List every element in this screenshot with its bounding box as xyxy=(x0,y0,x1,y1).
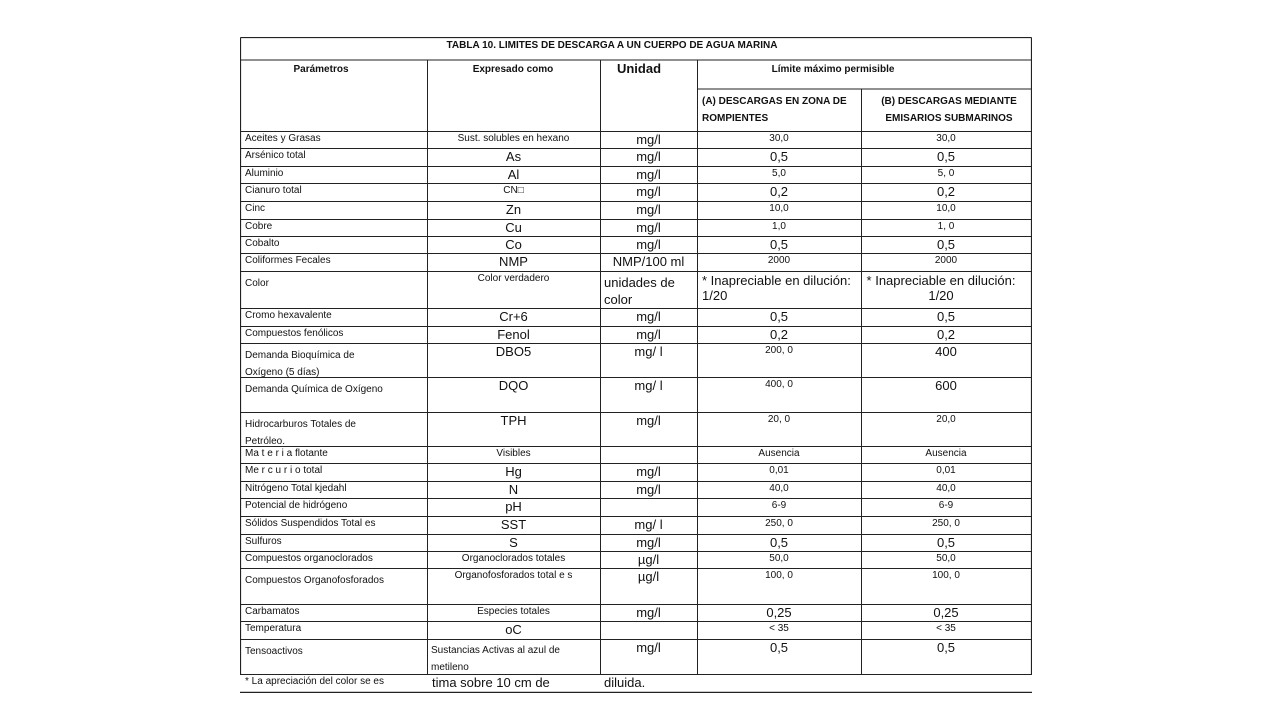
row-limit-a: 30,0 xyxy=(769,133,789,144)
row-param: Cobre xyxy=(245,221,273,232)
row-limit-a: < 35 xyxy=(769,623,789,634)
row-limit-b: 0,2 xyxy=(936,184,956,199)
header-zona-b: (B) DESCARGAS MEDIANTE EMISARIOS SUBMARINOS xyxy=(881,96,1017,124)
row-expr: DQO xyxy=(498,378,529,393)
row-limit-b: 5, 0 xyxy=(937,168,955,179)
footnote-cont: tima sobre 10 cm de xyxy=(432,675,550,690)
row-param: Carbamatos xyxy=(245,606,300,617)
row-expr: TPH xyxy=(500,413,527,428)
row-expr: Visibles xyxy=(496,448,531,459)
row-param: Aluminio xyxy=(245,168,284,179)
row-limit-a: 40,0 xyxy=(769,483,789,494)
row-unit: mg/l xyxy=(636,184,661,199)
row-limit-a: 10,0 xyxy=(769,203,789,214)
row-expr: Organofosforados total e s xyxy=(454,570,573,581)
row-expr: Sustancias Activas al azul de metileno xyxy=(431,645,560,673)
row-expr: pH xyxy=(505,499,522,514)
row-expr: N xyxy=(508,482,519,497)
row-unit: mg/l xyxy=(636,413,661,428)
row-unit: mg/l xyxy=(636,202,661,217)
row-unit: mg/l xyxy=(636,309,661,324)
row-param: Temperatura xyxy=(245,623,302,634)
row-unit: unidades de color xyxy=(604,275,675,307)
row-limit-a: 0,2 xyxy=(769,327,789,342)
row-unit: mg/ l xyxy=(634,378,663,393)
row-limit-a: 200, 0 xyxy=(765,345,793,356)
header-limite: Límite máximo permisible xyxy=(771,64,895,75)
row-limit-b: 250, 0 xyxy=(932,518,960,529)
row-expr: oC xyxy=(505,622,522,637)
row-limit-a: 250, 0 xyxy=(765,518,793,529)
row-expr: NMP xyxy=(499,254,528,269)
row-limit-b: 0,5 xyxy=(936,535,956,550)
row-limit-b: 40,0 xyxy=(936,483,956,494)
row-limit-b: 50,0 xyxy=(936,553,956,564)
row-expr: Al xyxy=(507,167,520,182)
table-title: TABLA 10. LIMITES DE DESCARGA A UN CUERPO DE AGUA MARINA xyxy=(446,40,778,51)
row-param: Color xyxy=(245,278,269,289)
row-limit-b: 600 xyxy=(935,378,957,393)
row-limit-a: 0,5 xyxy=(769,309,789,324)
row-param: Coliformes Fecales xyxy=(245,255,331,266)
row-limit-a: 0,5 xyxy=(769,535,789,550)
row-expr: Fenol xyxy=(497,327,530,342)
row-expr: Cu xyxy=(505,220,522,235)
row-unit: mg/l xyxy=(636,535,661,550)
footnote-end: diluida. xyxy=(604,675,646,690)
header-expresado: Expresado como xyxy=(472,64,554,75)
row-limit-b: Ausencia xyxy=(925,448,967,459)
row-limit-a: 0,5 xyxy=(769,640,789,655)
row-param: Cinc xyxy=(245,203,266,214)
row-expr: Especies totales xyxy=(477,606,550,617)
row-param: Me r c u r i o total xyxy=(245,465,323,476)
row-limit-a: 400, 0 xyxy=(765,379,793,390)
row-expr: Organoclorados totales xyxy=(461,553,566,564)
row-param: Demanda Bioquímica de Oxígeno (5 días) xyxy=(245,350,355,378)
row-unit: mg/l xyxy=(636,605,661,620)
row-param: Demanda Química de Oxígeno xyxy=(245,384,383,395)
row-limit-a: 0,5 xyxy=(769,149,789,164)
row-limit-b: 0,5 xyxy=(936,640,956,655)
row-expr: S xyxy=(509,535,518,550)
header-zona-a: (A) DESCARGAS EN ZONA DE ROMPIENTES xyxy=(702,96,847,124)
row-limit-a: 2000 xyxy=(767,255,791,266)
row-param: Compuestos Organofosforados xyxy=(245,575,384,586)
row-limit-b: 400 xyxy=(935,344,957,359)
row-param: Ma t e r i a flotante xyxy=(245,448,328,459)
row-limit-a: 0,2 xyxy=(769,184,789,199)
row-limit-a: 0,25 xyxy=(766,605,792,620)
row-limit-b: < 35 xyxy=(936,623,956,634)
row-expr: As xyxy=(505,149,522,164)
row-param: Hidrocarburos Totales de Petróleo. xyxy=(245,419,356,447)
regulation-table xyxy=(240,37,1032,693)
row-limit-b: 30,0 xyxy=(936,133,956,144)
row-limit-b: * Inapreciable en dilución: 1/20 xyxy=(866,273,1016,303)
header-parametros: Parámetros xyxy=(293,64,349,75)
row-param: Arsénico total xyxy=(245,150,306,161)
row-expr: SST xyxy=(500,517,527,532)
row-limit-a: 50,0 xyxy=(769,553,789,564)
row-limit-b: 0,5 xyxy=(936,237,956,252)
row-limit-b: 2000 xyxy=(934,255,958,266)
row-param: Cianuro total xyxy=(245,185,302,196)
row-unit: mg/ l xyxy=(634,344,663,359)
row-expr: Hg xyxy=(505,464,522,479)
row-param: Potencial de hidrógeno xyxy=(245,500,348,511)
row-expr: Sust. solubles en hexano xyxy=(457,133,570,144)
row-unit: mg/l xyxy=(636,237,661,252)
row-limit-a: Ausencia xyxy=(758,448,800,459)
row-expr: Co xyxy=(505,237,522,252)
row-limit-b: 20,0 xyxy=(936,414,956,425)
row-param: Tensoactivos xyxy=(245,646,303,657)
row-param: Aceites y Grasas xyxy=(245,133,321,144)
row-expr: CN□ xyxy=(503,185,524,196)
row-limit-b: 0,01 xyxy=(936,465,956,476)
row-unit: mg/l xyxy=(636,464,661,479)
row-expr: Color verdadero xyxy=(477,273,550,284)
row-param: Nitrógeno Total kjedahl xyxy=(245,483,347,494)
row-param: Cobalto xyxy=(245,238,280,249)
row-limit-a: 5,0 xyxy=(772,168,786,179)
row-unit: mg/l xyxy=(636,167,661,182)
header-unidad: Unidad xyxy=(616,61,662,76)
row-limit-a: 1,0 xyxy=(772,221,786,232)
row-expr: DBO5 xyxy=(495,344,532,359)
row-param: Compuestos fenólicos xyxy=(245,328,344,339)
row-param: Sólidos Suspendidos Total es xyxy=(245,518,376,529)
row-limit-b: 100, 0 xyxy=(932,570,960,581)
row-limit-a: 100, 0 xyxy=(765,570,793,581)
row-limit-a: 20, 0 xyxy=(767,414,791,425)
row-limit-b: 10,0 xyxy=(936,203,956,214)
row-limit-a: 0,01 xyxy=(769,465,789,476)
row-limit-a: 6-9 xyxy=(771,500,787,511)
row-limit-b: 0,25 xyxy=(933,605,959,620)
row-param: Compuestos organoclorados xyxy=(245,553,373,564)
row-expr: Zn xyxy=(505,202,522,217)
row-unit: mg/ l xyxy=(634,517,663,532)
row-unit: mg/l xyxy=(636,482,661,497)
row-unit: NMP/100 ml xyxy=(612,254,685,269)
footnote: * La apreciación del color se es xyxy=(245,676,384,687)
row-param: Sulfuros xyxy=(245,536,282,547)
row-unit: mg/l xyxy=(636,640,661,655)
row-limit-b: 0,5 xyxy=(936,149,956,164)
row-unit: mg/l xyxy=(636,327,661,342)
row-expr: Cr+6 xyxy=(499,309,528,324)
row-unit: mg/l xyxy=(636,149,661,164)
row-unit: µg/l xyxy=(637,569,660,584)
row-unit: µg/l xyxy=(637,552,660,567)
row-limit-b: 0,2 xyxy=(936,327,956,342)
row-limit-b: 1, 0 xyxy=(937,221,955,232)
row-limit-a: * Inapreciable en dilución: 1/20 xyxy=(702,273,851,303)
row-unit: mg/l xyxy=(636,132,661,147)
row-unit: mg/l xyxy=(636,220,661,235)
row-limit-b: 0,5 xyxy=(936,309,956,324)
row-param: Cromo hexavalente xyxy=(245,310,332,321)
row-limit-a: 0,5 xyxy=(769,237,789,252)
row-limit-b: 6-9 xyxy=(938,500,954,511)
